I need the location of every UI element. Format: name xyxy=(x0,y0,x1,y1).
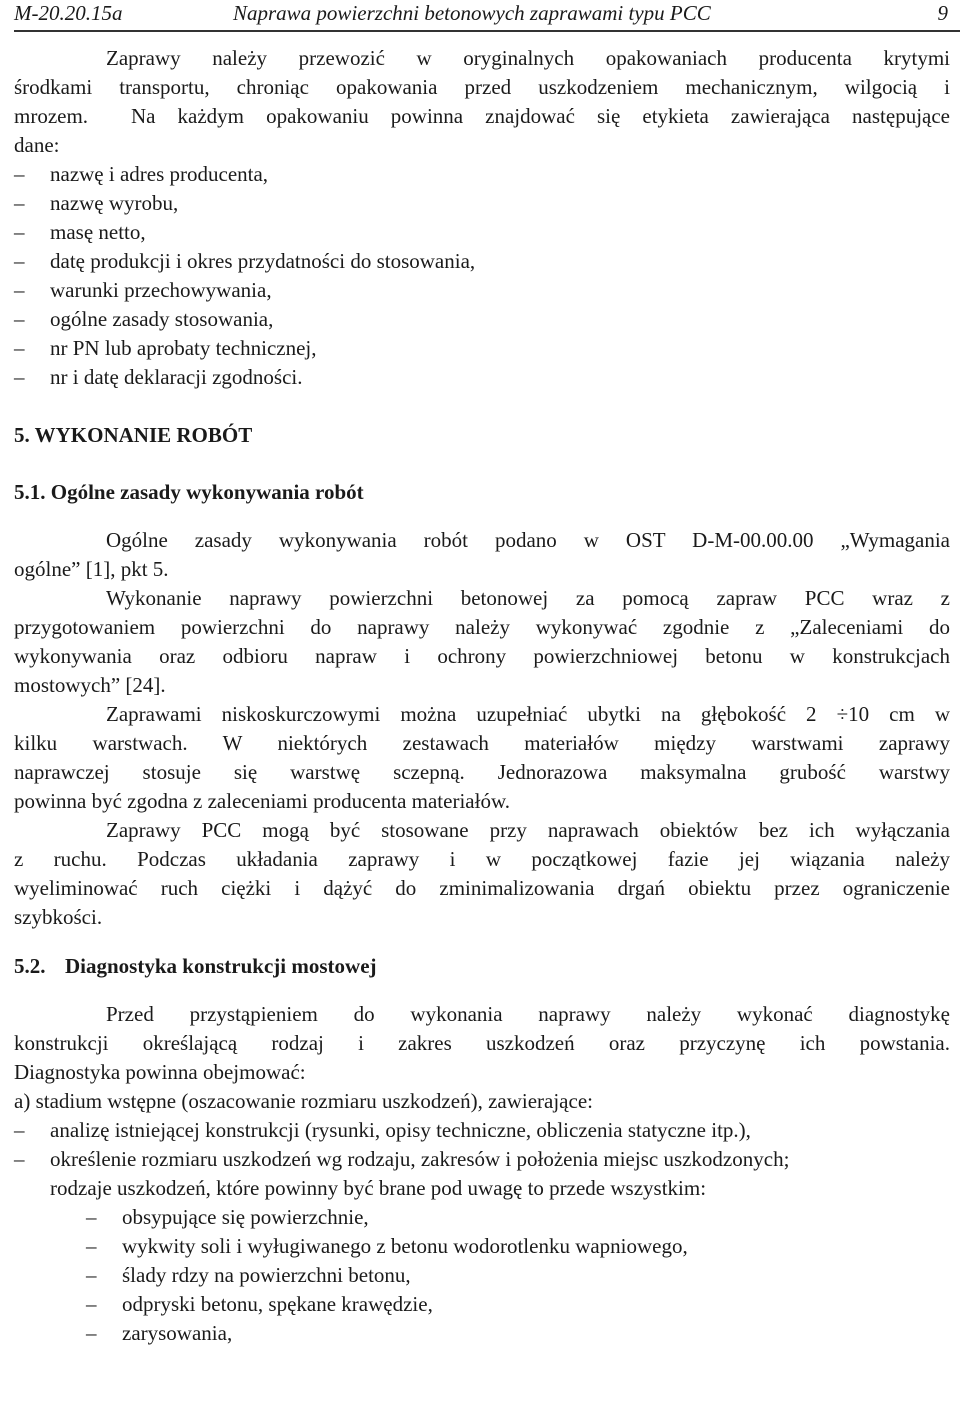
list-item-text: masę netto, xyxy=(50,220,146,244)
paragraph-line: z ruchu. Podczas układania zaprawy i w początkowej fazie jej wiązania należy xyxy=(14,847,950,871)
section-heading: 5. WYKONANIE ROBÓT xyxy=(14,423,253,447)
sub-list-item xyxy=(86,1319,233,1348)
list-item-text: warunki przechowywania, xyxy=(50,278,272,302)
paragraph-line: Zaprawami niskoskurczowymi można uzupełniać ubytki na głębokość 2 ÷10 cm w xyxy=(106,702,950,726)
paragraph-line: kilku warstwach. W niektórych zestawach materiałów między warstwami zaprawy xyxy=(14,731,950,755)
paragraph-line: konstrukcji określającą rodzaj i zakres uszkodzeń oraz przyczynę ich powstania. xyxy=(14,1031,950,1055)
list-bullet: – xyxy=(14,307,25,331)
paragraph-line: Przed przystąpieniem do wykonania naprawy należy wykonać diagnostykę xyxy=(106,1002,950,1026)
list-item xyxy=(14,1116,751,1145)
sub-list-item xyxy=(86,1261,411,1290)
paragraph-line: Zaprawy należy przewozić w oryginalnych opakowaniach producenta krytymi xyxy=(106,46,950,70)
list-item-text: ogólne zasady stosowania, xyxy=(50,307,274,331)
paragraph-line: wyeliminować ruch ciężki i dążyć do zminimalizowania drgań obiektu przez ograniczenie xyxy=(14,876,950,900)
list-item xyxy=(14,160,269,189)
list-item-text: zarysowania, xyxy=(122,1321,233,1345)
list-item xyxy=(14,218,146,247)
paragraph-text: mrozem. xyxy=(14,104,89,128)
list-item xyxy=(14,363,303,392)
sub-list-item xyxy=(86,1203,369,1232)
page-header xyxy=(14,0,960,32)
list-bullet: – xyxy=(86,1321,97,1345)
list-item xyxy=(14,305,274,334)
paragraph-line: przygotowaniem powierzchni do naprawy należy wykonywać zgodnie z „Zaleceniami do xyxy=(14,615,950,639)
list-bullet: – xyxy=(14,191,25,215)
list-item-text: wykwity soli i wyługiwanego z betonu wodorotlenku wapniowego, xyxy=(122,1234,688,1258)
paragraph-line: Diagnostyka powinna obejmować: xyxy=(14,1060,306,1084)
list-item-text: nr i datę deklaracji zgodności. xyxy=(50,365,303,389)
list-item-text: odpryski betonu, spękane krawędzie, xyxy=(122,1292,433,1316)
list-bullet: – xyxy=(86,1205,97,1229)
list-bullet: – xyxy=(14,249,25,273)
paragraph-line: naprawczej stosuje się warstwę sczepną. Jednorazowa maksymalna grubość warstwy xyxy=(14,760,950,784)
paragraph-line: a) stadium wstępne (oszacowanie rozmiaru uszkodzeń), zawierające: xyxy=(14,1089,593,1113)
list-item-text: obsypujące się powierzchnie, xyxy=(122,1205,369,1229)
list-bullet: – xyxy=(86,1263,97,1287)
list-item xyxy=(14,334,317,363)
list-bullet: – xyxy=(14,278,25,302)
spec-code: M-20.20.15a xyxy=(14,1,123,25)
list-item xyxy=(14,247,476,276)
paragraph-line: mostowych” [24]. xyxy=(14,673,166,697)
list-bullet: – xyxy=(14,220,25,244)
paragraph-line: ogólne” [1], pkt 5. xyxy=(14,557,169,581)
list-item-text: nazwę wyrobu, xyxy=(50,191,179,215)
list-item xyxy=(14,1145,790,1174)
heading-text: Diagnostyka konstrukcji mostowej xyxy=(65,954,377,978)
paragraph-line: środkami transportu, chroniąc opakowania przed uszkodzeniem mechanicznym, wilgocią i xyxy=(14,75,950,99)
list-item-text: nr PN lub aprobaty technicznej, xyxy=(50,336,317,360)
list-item-continuation: rodzaje uszkodzeń, które powinny być brane pod uwagę to przede wszystkim: xyxy=(50,1176,707,1200)
list-bullet: – xyxy=(14,162,25,186)
list-item-text: nazwę i adres producenta, xyxy=(50,162,269,186)
paragraph-line: szybkości. xyxy=(14,905,103,929)
list-bullet: – xyxy=(14,365,25,389)
header-title: Naprawa powierzchni betonowych zaprawami typu PCC xyxy=(233,1,711,25)
heading-number: 5.2. xyxy=(14,954,46,978)
list-item xyxy=(14,189,179,218)
sub-list-item xyxy=(86,1232,688,1261)
list-item-text: ślady rdzy na powierzchni betonu, xyxy=(122,1263,411,1287)
paragraph-line: wykonywania oraz odbioru napraw i ochrony powierzchniowej betonu w konstrukcjach xyxy=(14,644,950,668)
list-item-text: datę produkcji i okres przydatności do stosowania, xyxy=(50,249,476,273)
list-bullet: – xyxy=(14,1118,25,1142)
subsection-heading xyxy=(14,952,377,981)
paragraph-line: dane: xyxy=(14,133,60,157)
paragraph-line: Ogólne zasady wykonywania robót podano w OST D-M-00.00.00 „Wymagania xyxy=(106,528,950,552)
subsection-heading: 5.1. Ogólne zasady wykonywania robót xyxy=(14,480,364,504)
paragraph-line: Zaprawy PCC mogą być stosowane przy naprawach obiektów bez ich wyłączania xyxy=(106,818,950,842)
paragraph-line xyxy=(14,102,950,131)
list-item xyxy=(14,276,272,305)
list-bullet: – xyxy=(86,1292,97,1316)
sub-list-item xyxy=(86,1290,433,1319)
list-item-text: analizę istniejącej konstrukcji (rysunki, opisy techniczne, obliczenia statyczne itp.), xyxy=(50,1118,751,1142)
list-bullet: – xyxy=(14,1147,25,1171)
list-bullet: – xyxy=(86,1234,97,1258)
page-number: 9 xyxy=(937,1,948,25)
list-bullet: – xyxy=(14,336,25,360)
paragraph-line: powinna być zgodna z zaleceniami producenta materiałów. xyxy=(14,789,511,813)
paragraph-line: Wykonanie naprawy powierzchni betonowej za pomocą zapraw PCC wraz z xyxy=(106,586,950,610)
list-item-text: określenie rozmiaru uszkodzeń wg rodzaju, zakresów i położenia miejsc uszkodzonych; xyxy=(50,1147,790,1171)
paragraph-text: Na każdym opakowaniu powinna znajdować się etykieta zawierająca następujące xyxy=(131,104,950,128)
